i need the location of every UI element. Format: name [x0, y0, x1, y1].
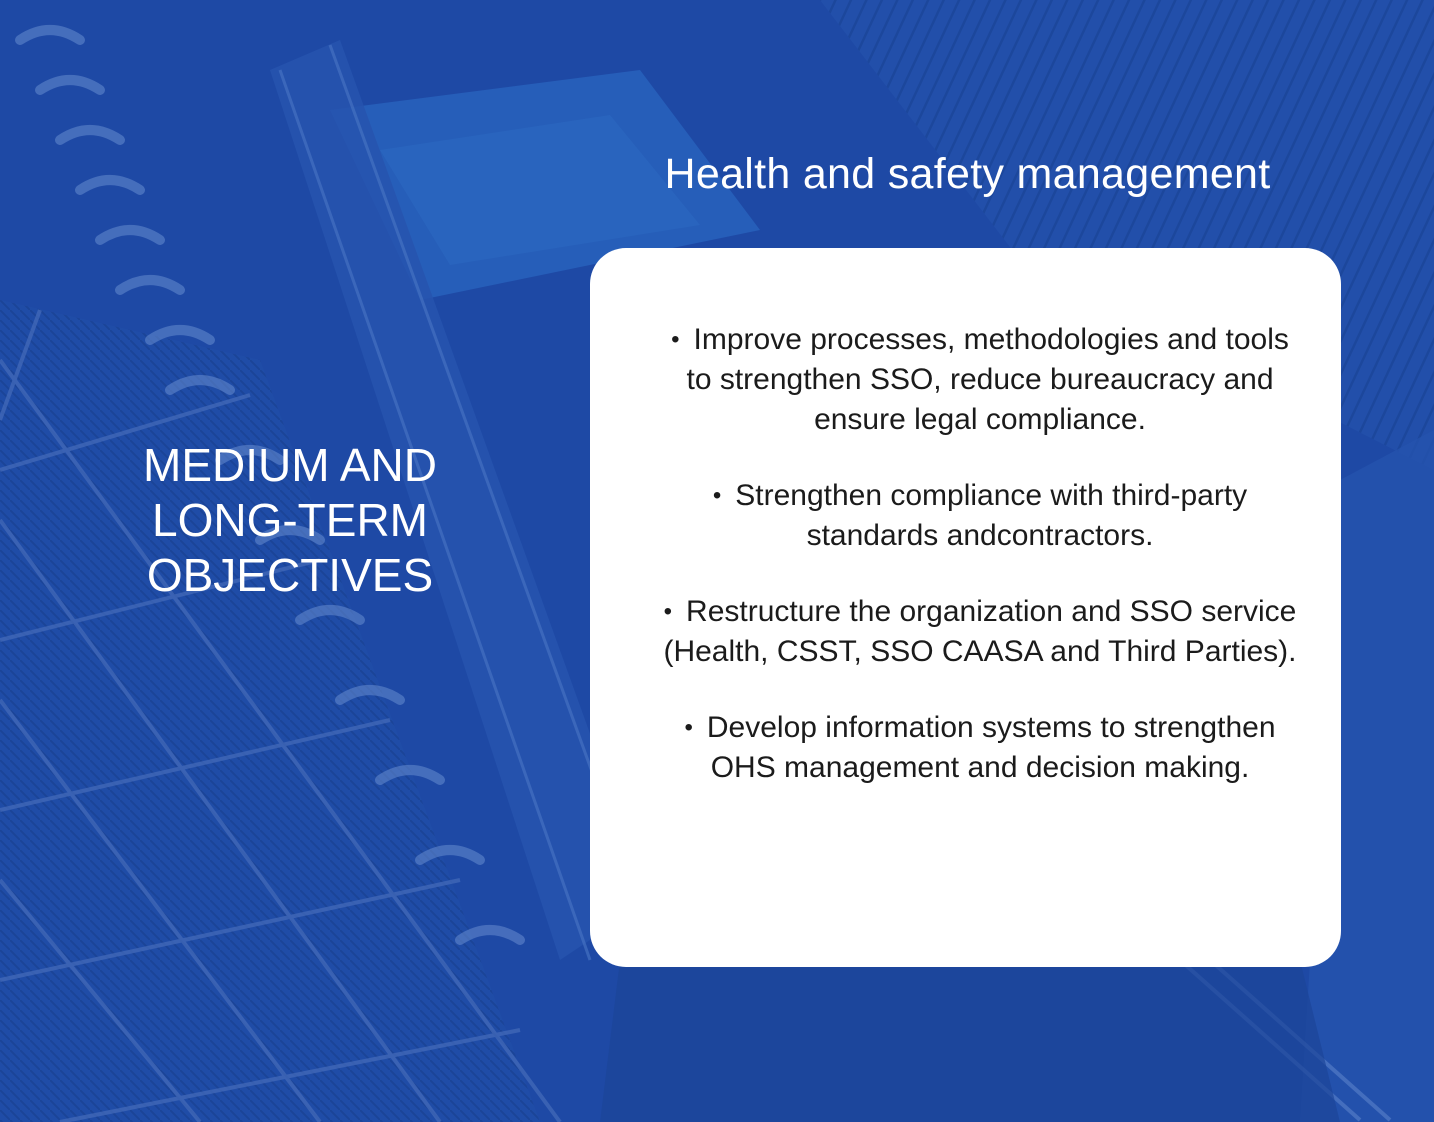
objective-text: Improve processes, methodologies and tools to strengthen SSO, reduce bureaucracy and ensure legal compliance.: [686, 323, 1289, 436]
objective-item: [650, 708, 1310, 788]
heading-line: MEDIUM AND: [143, 439, 437, 491]
objectives-list: [650, 320, 1310, 824]
objective-text: Strengthen compliance with third-party standards andcontractors.: [735, 479, 1248, 552]
objective-item: [650, 592, 1310, 672]
objective-text: Restructure the organization and SSO service (Health, CSST, SSO CAASA and Third Parties).: [663, 595, 1297, 668]
bullet-icon: •: [684, 714, 693, 741]
heading-line: LONG-TERM: [152, 494, 428, 546]
objectives-card: [590, 248, 1341, 967]
objective-item: [650, 320, 1310, 440]
section-title: Health and safety management: [664, 150, 1271, 198]
objectives-heading: [110, 438, 470, 603]
heading-line: OBJECTIVES: [146, 549, 434, 601]
bullet-icon: •: [671, 326, 680, 353]
bullet-icon: •: [712, 482, 722, 509]
objective-item: [650, 476, 1310, 556]
bullet-icon: •: [663, 598, 673, 625]
objective-text: Develop information systems to strengthen OHS management and decision making.: [706, 711, 1276, 784]
